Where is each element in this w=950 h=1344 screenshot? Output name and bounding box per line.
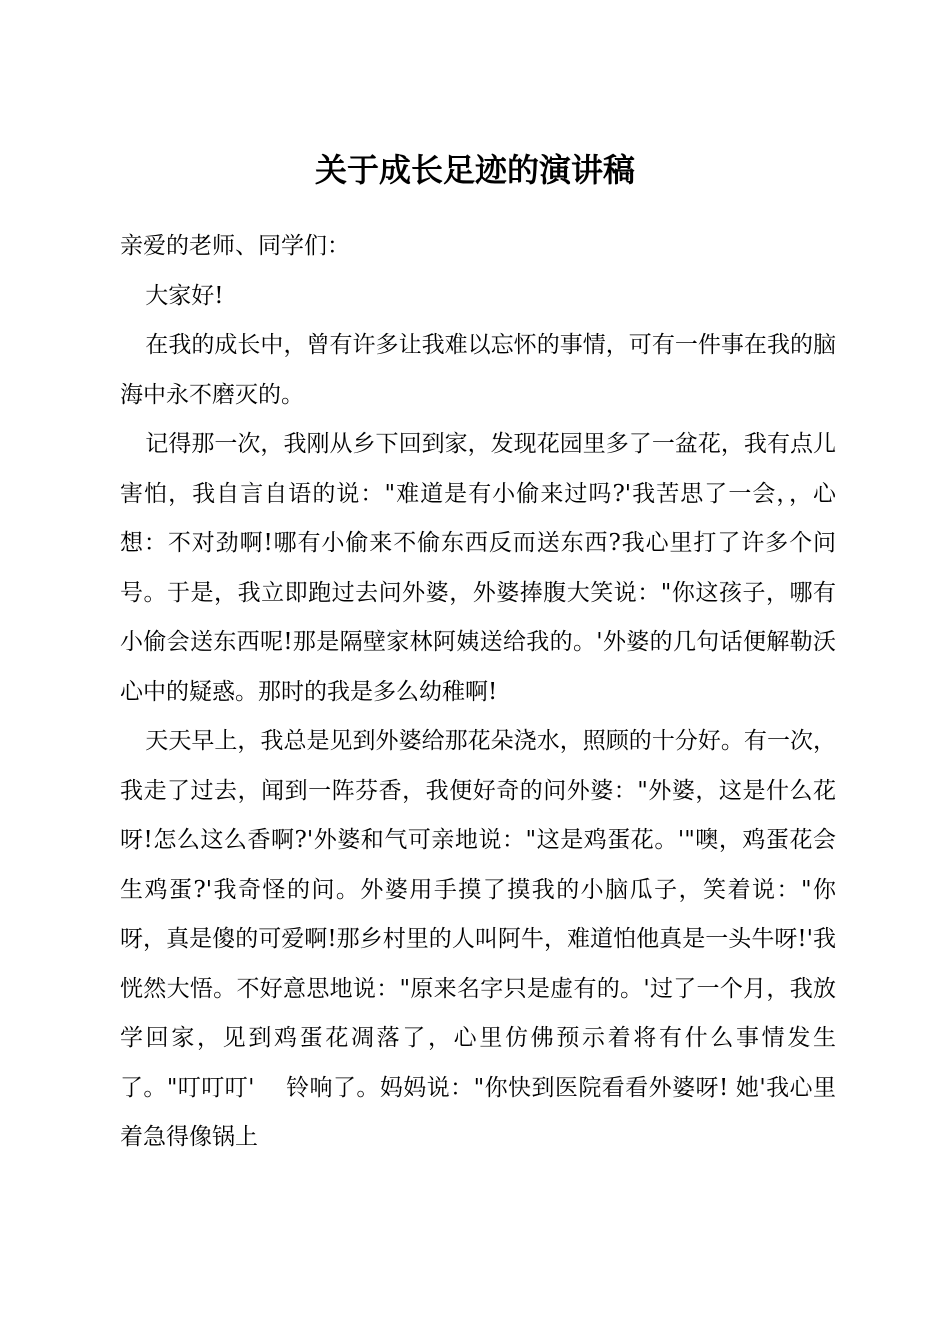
paragraph-2: 在我的成长中，曾有许多让我难以忘怀的事情，可有一件事在我的脑海中永不磨灭的。	[120, 332, 836, 408]
greeting-line: 亲爱的老师、同学们：	[120, 233, 350, 259]
paragraph-3: 记得那一次，我刚从乡下回到家，发现花园里多了一盆花，我有点儿害怕，我自言自语的说："难道是有小偷来过吗?'我苦思了一会，，心想：不对劲啊!哪有小偷来不偷东西反而送东西?我心里打了许多个问号。于是，我立即跑过去问外婆，外婆捧腹大笑说："你这孩子，哪有小偷会送东西呢!那是隔壁家林阿姨送给我的。'外婆的几句话便解勒沃心中的疑惑。那时的我是多么幼稚啊!	[120, 431, 836, 705]
document-title: 关于成长足迹的演讲稿	[314, 151, 635, 189]
paragraph-4: 天天早上，我总是见到外婆给那花朵浇水，照顾的十分好。有一次，我走了过去，闻到一阵芬香，我便好奇的问外婆："外婆，这是什么花呀!怎么这么香啊?'外婆和气可亲地说："这是鸡蛋花。'"噢，鸡蛋花会生鸡蛋?'我奇怪的问。外婆用手摸了摸我的小脑瓜子，笑着说："你呀，真是傻的可爱啊!那乡村里的人叫阿牛，难道怕他真是一头牛呀!'我恍然大悟。不好意思地说："原来名字只是虚有的。'过了一个月，我放学回家，见到鸡蛋花凋落了，心里仿佛预示着将有什么事情发生了。"叮叮叮' 铃响了。妈妈说："你快到医院看看外婆呀! 她'我心里着急得像锅上	[120, 728, 836, 1150]
document-body	[120, 222, 836, 1163]
paragraph-1: 大家好!	[145, 282, 224, 309]
